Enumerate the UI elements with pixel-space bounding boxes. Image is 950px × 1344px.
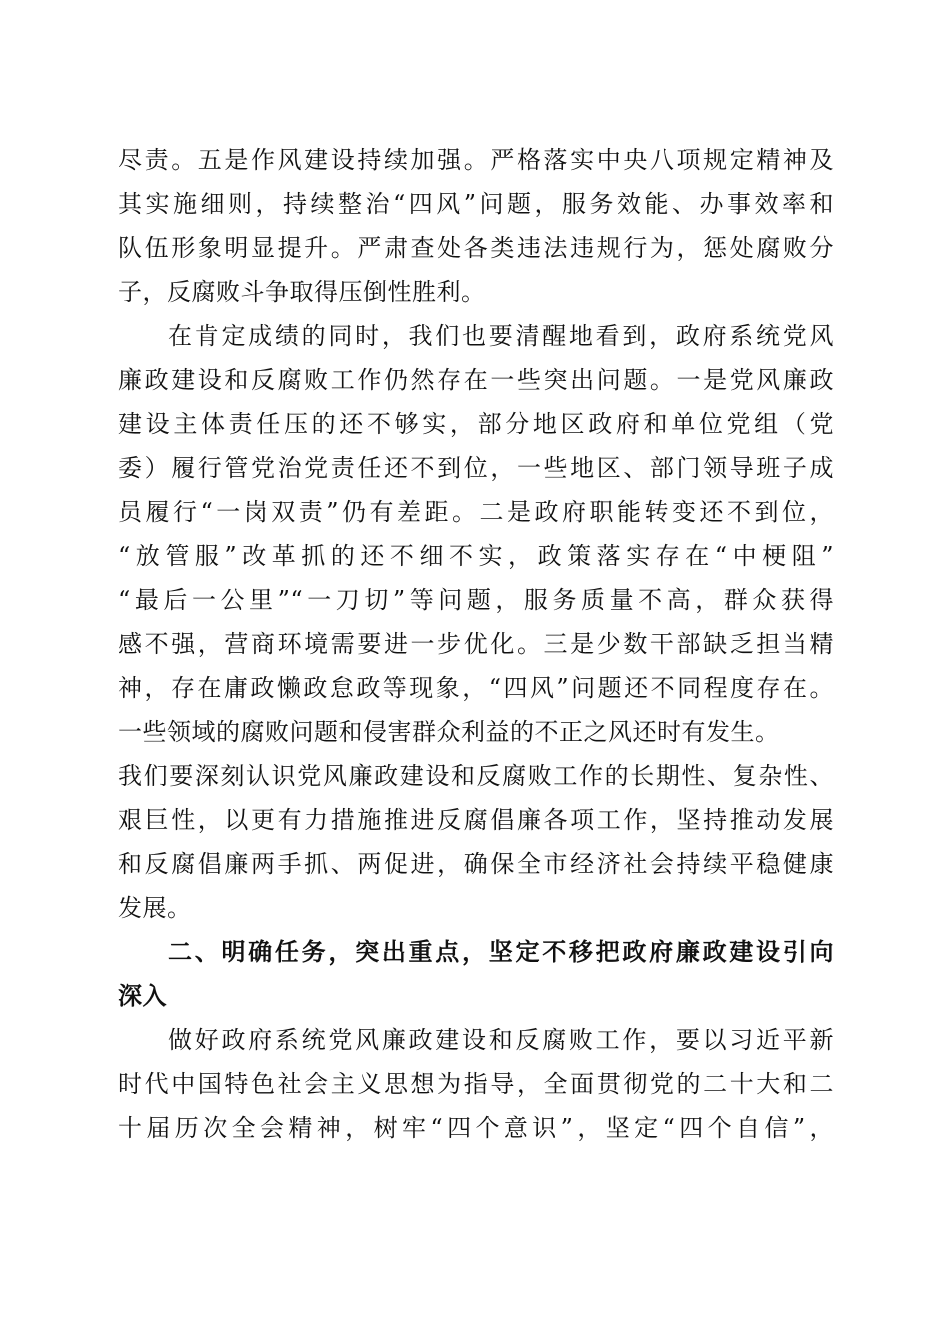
text-line: “最后一公里”“一刀切”等问题，服务质量不高，群众获得	[118, 586, 834, 614]
text-line: 队伍形象明显提升。严肃查处各类违法违规行为，惩处腐败分	[118, 234, 834, 262]
section-heading	[118, 930, 834, 1018]
document-body	[118, 138, 834, 1150]
text-line: 我们要深刻认识党风廉政建设和反腐败工作的长期性、复杂性、	[118, 762, 834, 790]
text-line: 建设主体责任压的还不够实，部分地区政府和单位党组（党	[118, 410, 834, 438]
text-line: 做好政府系统党风廉政建设和反腐败工作，要以习近平新	[168, 1026, 834, 1054]
paragraph-achievements-end	[118, 138, 834, 314]
paragraph-guidance	[118, 1018, 834, 1150]
text-line: 和反腐倡廉两手抓、两促进，确保全市经济社会持续平稳健康	[118, 850, 834, 878]
text-line: “放管服”改革抓的还不细不实，政策落实存在“中梗阻”	[118, 542, 834, 570]
text-line: 子，反腐败斗争取得压倒性胜利。	[118, 278, 486, 306]
text-line: 廉政建设和反腐败工作仍然存在一些突出问题。一是党风廉政	[118, 366, 834, 394]
text-line: 一些领域的腐败问题和侵害群众利益的不正之风还时有发生。	[118, 718, 780, 746]
heading-line: 二、明确任务，突出重点，坚定不移把政府廉政建设引向	[168, 938, 834, 966]
text-line: 感不强，营商环境需要进一步优化。三是少数干部缺乏担当精	[118, 630, 834, 658]
text-line: 十届历次全会精神，树牢“四个意识”，坚定“四个自信”，	[118, 1114, 834, 1142]
text-line: 在肯定成绩的同时，我们也要清醒地看到，政府系统党风	[168, 322, 834, 350]
paragraph-problems	[118, 314, 834, 930]
text-line: 员履行“一岗双责”仍有差距。二是政府职能转变还不到位，	[118, 498, 834, 526]
text-line: 发展。	[118, 894, 192, 922]
text-line: 其实施细则，持续整治“四风”问题，服务效能、办事效率和	[118, 190, 834, 218]
text-line: 委）履行管党治党责任还不到位，一些地区、部门领导班子成	[118, 454, 834, 482]
text-line: 时代中国特色社会主义思想为指导，全面贯彻党的二十大和二	[118, 1070, 834, 1098]
text-line: 神，存在庸政懒政怠政等现象，“四风”问题还不同程度存在。	[118, 674, 834, 702]
text-line: 艰巨性，以更有力措施推进反腐倡廉各项工作，坚持推动发展	[118, 806, 834, 834]
heading-line: 深入	[118, 982, 167, 1010]
text-line: 尽责。五是作风建设持续加强。严格落实中央八项规定精神及	[118, 146, 834, 174]
